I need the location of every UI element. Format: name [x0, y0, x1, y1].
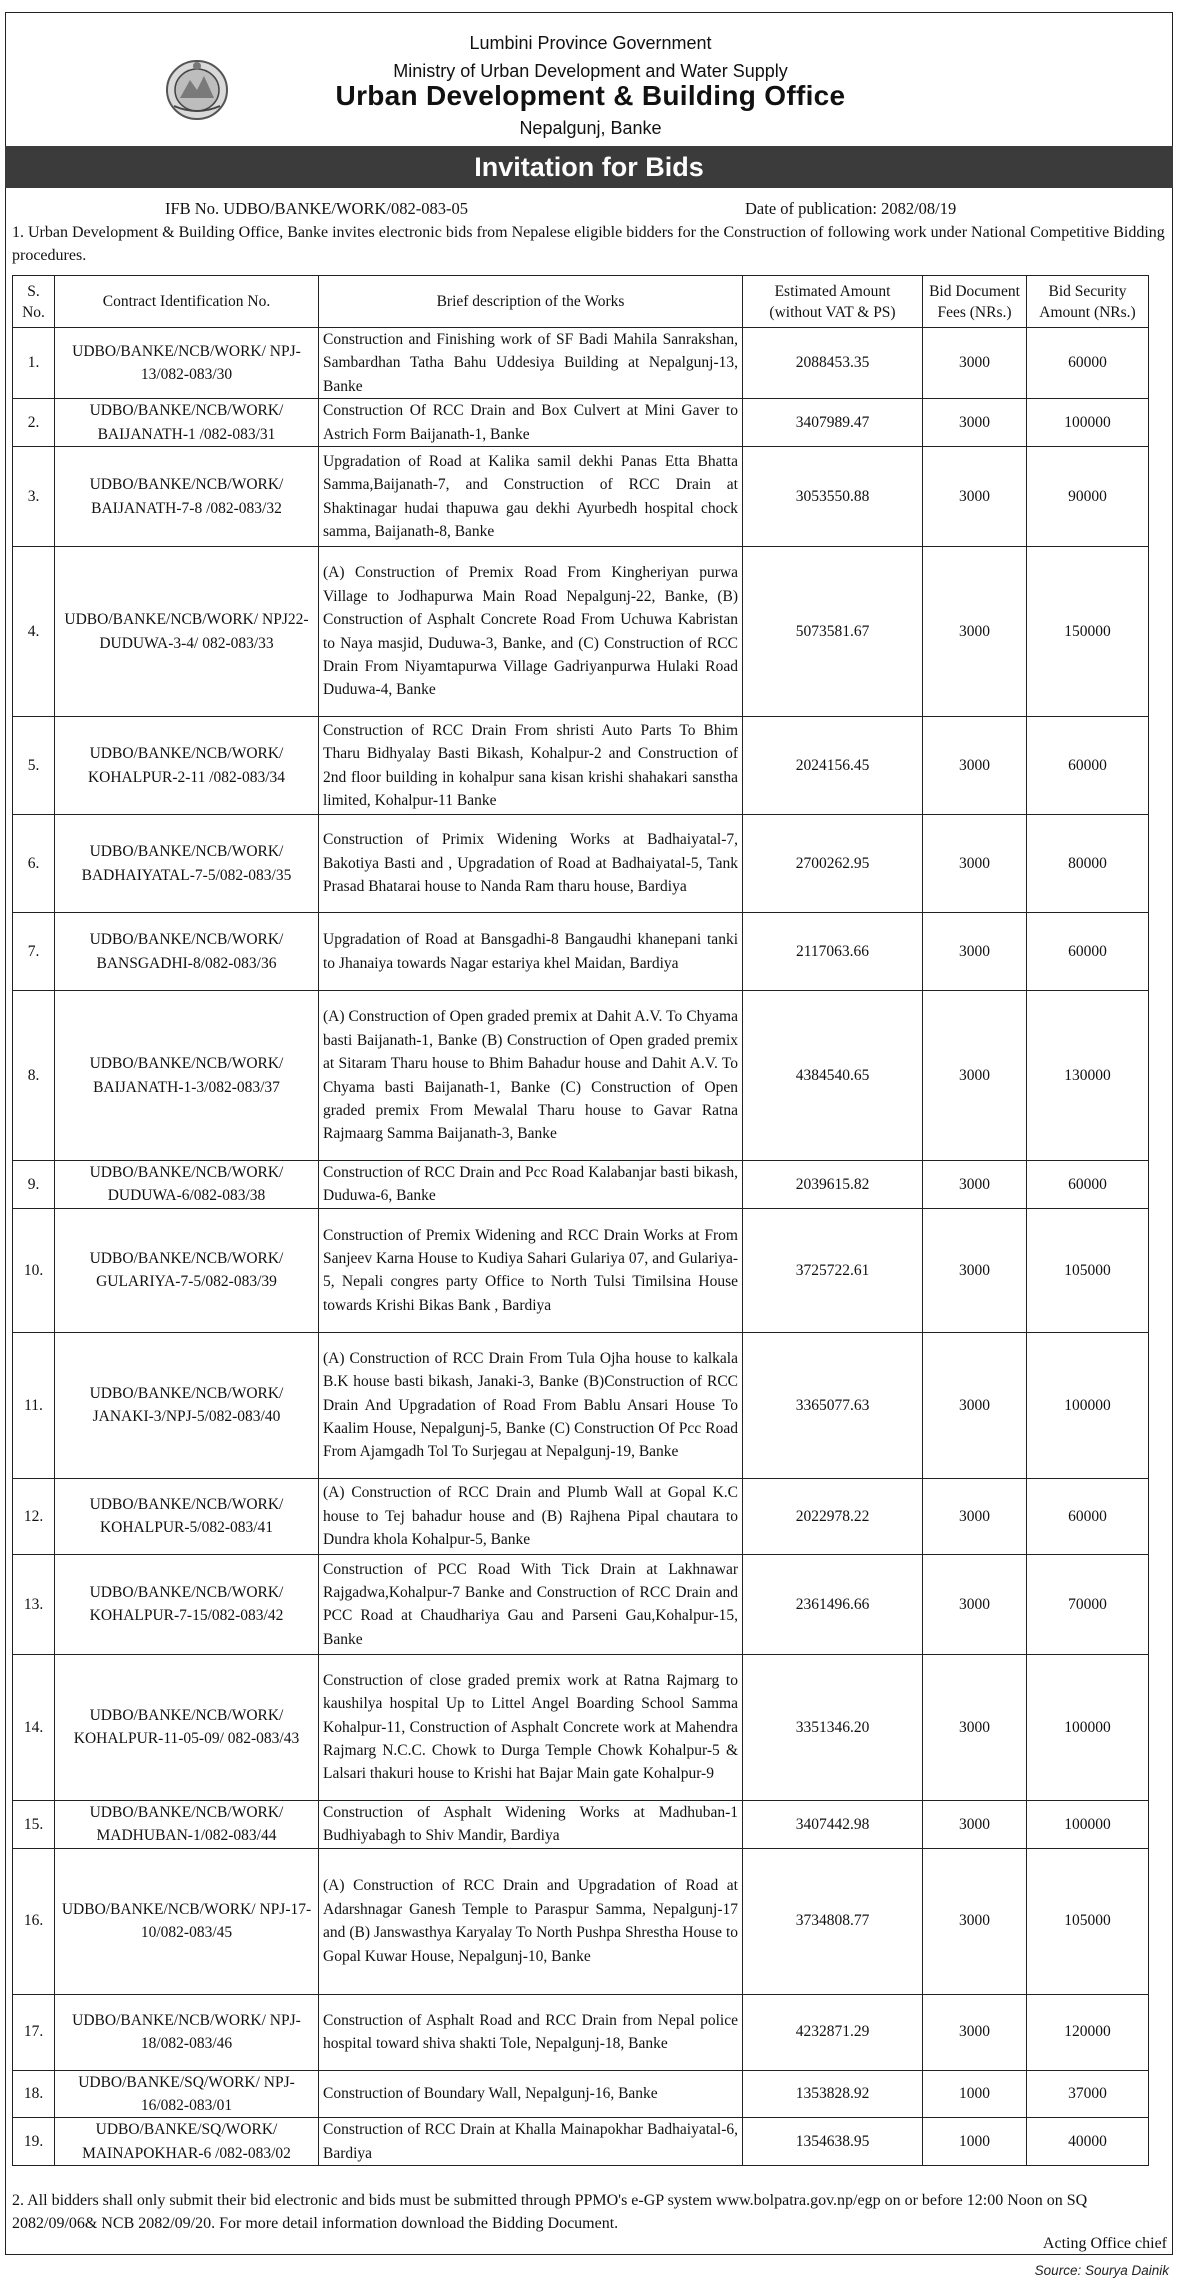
cell-sn: 3. — [13, 447, 55, 547]
cell-description: (A) Construction of Premix Road From Kingheriyan purwa Village to Jodhapurwa Main Road Nepalgunj-22, Banke, (B) Construction of Asphalt Concrete Road From Uchuwa Kabristan to Naya masjid, Duduwa-3, Banke, and (C) Construction of RCC Drain From Niyamtapurwa Village Gadriyanpurwa Hulaki Road Duduwa-4, Banke — [319, 547, 743, 717]
cell-fee: 3000 — [923, 1800, 1027, 1848]
cell-amount: 1353828.92 — [743, 2070, 923, 2118]
cell-description: Construction of Asphalt Road and RCC Drain from Nepal police hospital toward shiva shakti Tole, Nepalgunj-18, Banke — [319, 1994, 743, 2070]
table-row — [13, 815, 1149, 913]
cell-amount: 3725722.61 — [743, 1208, 923, 1332]
cell-contract-id: UDBO/BANKE/NCB/WORK/ KOHALPUR-7-15/082-083/42 — [55, 1554, 319, 1654]
table-row — [13, 399, 1149, 447]
cell-security: 100000 — [1027, 399, 1149, 447]
cell-description: Construction and Finishing work of SF Badi Mahila Sanrakshan, Sambardhan Tatha Bahu Uddesiya Building at Nepalgunj-13, Banke — [319, 328, 743, 399]
cell-contract-id: UDBO/BANKE/NCB/WORK/ BAIJANATH-7-8 /082-083/32 — [55, 447, 319, 547]
intro-paragraph: 1. Urban Development & Building Office, Banke invites electronic bids from Nepalese eligible bidders for the Construction of following work under National Competitive Bidding procedures. — [12, 224, 1165, 264]
cell-security: 60000 — [1027, 328, 1149, 399]
table-row — [13, 1478, 1149, 1554]
cell-description: Construction of RCC Drain From shristi Auto Parts To Bhim Tharu Bidhyalay Basti Bikash, Kohalpur-2 and Construction of 2nd floor building in kohalpur sana kisan krishi shahakari sanstha limited, Kohalpur-11 Banke — [319, 717, 743, 815]
cell-description: Construction of Asphalt Widening Works at Madhuban-1 Budhiyabagh to Shiv Mandir, Bardiya — [319, 1800, 743, 1848]
cell-fee: 3000 — [923, 1848, 1027, 1994]
cell-security: 100000 — [1027, 1654, 1149, 1800]
cell-description: Construction of Boundary Wall, Nepalgunj-16, Banke — [319, 2070, 743, 2118]
table-header-row — [13, 276, 1149, 328]
cell-fee: 3000 — [923, 547, 1027, 717]
cell-description: Upgradation of Road at Kalika samil dekhi Panas Etta Bhatta Samma,Baijanath-7, and Construction of RCC Drain at Shaktinagar hudai thapuwa gau dekhi Ayurbedh hospital chock samma, Baijanath-8, Banke — [319, 447, 743, 547]
cell-amount: 2039615.82 — [743, 1161, 923, 1209]
cell-contract-id: UDBO/BANKE/SQ/WORK/ MAINAPOKHAR-6 /082-083/02 — [55, 2118, 319, 2166]
cell-fee: 3000 — [923, 717, 1027, 815]
table-row — [13, 1554, 1149, 1654]
cell-contract-id: UDBO/BANKE/NCB/WORK/ DUDUWA-6/082-083/38 — [55, 1161, 319, 1209]
cell-description: Construction of RCC Drain at Khalla Mainapokhar Badhaiyatal-6, Bardiya — [319, 2118, 743, 2166]
cell-contract-id: UDBO/BANKE/NCB/WORK/ BAIJANATH-1 /082-083/31 — [55, 399, 319, 447]
table-row — [13, 1161, 1149, 1209]
cell-fee: 3000 — [923, 447, 1027, 547]
cell-sn: 16. — [13, 1848, 55, 1994]
cell-fee: 3000 — [923, 1994, 1027, 2070]
cell-description: (A) Construction of Open graded premix at Dahit A.V. To Chyama basti Baijanath-1, Banke (B) Construction of Open graded premix at Sitaram Tharu house to Bhim Bahadur house and Dahit A.V. To Chyama basti Baijanath-1, Banke (C) Construction of Open graded premix From Mewalal Tharu house to Gavar Ratna Rajmaarg Samma Baijanath-3, Banke — [319, 991, 743, 1161]
cell-sn: 17. — [13, 1994, 55, 2070]
cell-security: 100000 — [1027, 1332, 1149, 1478]
cell-fee: 3000 — [923, 991, 1027, 1161]
cell-contract-id: UDBO/BANKE/NCB/WORK/ KOHALPUR-5/082-083/41 — [55, 1478, 319, 1554]
cell-sn: 8. — [13, 991, 55, 1161]
cell-description: Construction Of RCC Drain and Box Culvert at Mini Gaver to Astrich Form Baijanath-1, Banke — [319, 399, 743, 447]
cell-description: Construction of Premix Widening and RCC Drain Works at From Sanjeev Karna House to Kudiya Sahari Gulariya 07, and Gulariya-5, Nepali congres party Office to North Tulsi Timilsina House towards Krishi Bikas Bank , Bardiya — [319, 1208, 743, 1332]
office-name: Urban Development & Building Office — [335, 80, 846, 111]
cell-amount: 2361496.66 — [743, 1554, 923, 1654]
cell-sn: 7. — [13, 913, 55, 991]
cell-contract-id: UDBO/BANKE/NCB/WORK/ KOHALPUR-11-05-09/ 082-083/43 — [55, 1654, 319, 1800]
col-header-security: Bid Security Amount (NRs.) — [1027, 276, 1149, 328]
cell-contract-id: UDBO/BANKE/NCB/WORK/ BADHAIYATAL-7-5/082-083/35 — [55, 815, 319, 913]
table-row — [13, 1994, 1149, 2070]
table-row — [13, 1800, 1149, 1848]
cell-security: 60000 — [1027, 717, 1149, 815]
cell-fee: 1000 — [923, 2118, 1027, 2166]
cell-sn: 14. — [13, 1654, 55, 1800]
table-row — [13, 913, 1149, 991]
cell-security: 105000 — [1027, 1208, 1149, 1332]
col-header-fee: Bid Document Fees (NRs.) — [923, 276, 1027, 328]
page-title: Invitation for Bids — [5, 146, 1173, 188]
cell-contract-id: UDBO/BANKE/NCB/WORK/ NPJ22-DUDUWA-3-4/ 082-083/33 — [55, 547, 319, 717]
cell-amount: 2117063.66 — [743, 913, 923, 991]
table-row — [13, 717, 1149, 815]
cell-sn: 4. — [13, 547, 55, 717]
cell-fee: 1000 — [923, 2070, 1027, 2118]
cell-sn: 6. — [13, 815, 55, 913]
cell-contract-id: UDBO/BANKE/NCB/WORK/ GULARIYA-7-5/082-083/39 — [55, 1208, 319, 1332]
table-row — [13, 447, 1149, 547]
cell-contract-id: UDBO/BANKE/NCB/WORK/ JANAKI-3/NPJ-5/082-083/40 — [55, 1332, 319, 1478]
cell-amount: 2088453.35 — [743, 328, 923, 399]
cell-description: Construction of Primix Widening Works at Badhaiyatal-7, Bakotiya Basti and , Upgradation of Road at Badhaiyatal-5, Tank Prasad Bhatarai house to Nanda Ram tharu house, Bardiya — [319, 815, 743, 913]
cell-amount: 2022978.22 — [743, 1478, 923, 1554]
cell-amount: 2024156.45 — [743, 717, 923, 815]
cell-amount: 3407442.98 — [743, 1800, 923, 1848]
cell-fee: 3000 — [923, 1332, 1027, 1478]
cell-sn: 15. — [13, 1800, 55, 1848]
cell-amount: 3351346.20 — [743, 1654, 923, 1800]
cell-description: Construction of RCC Drain and Pcc Road Kalabanjar basti bikash, Duduwa-6, Banke — [319, 1161, 743, 1209]
cell-contract-id: UDBO/BANKE/NCB/WORK/ NPJ-13/082-083/30 — [55, 328, 319, 399]
table-row — [13, 1654, 1149, 1800]
cell-contract-id: UDBO/BANKE/NCB/WORK/ BANSGADHI-8/082-083/36 — [55, 913, 319, 991]
cell-security: 105000 — [1027, 1848, 1149, 1994]
cell-sn: 2. — [13, 399, 55, 447]
government-name: Lumbini Province Government — [469, 33, 712, 53]
cell-description: Construction of PCC Road With Tick Drain at Lakhnawar Rajgadwa,Kohalpur-7 Banke and Construction of RCC Drain and PCC Road at Chaudhariya Gau and Parseni Gau,Kohalpur-15, Banke — [319, 1554, 743, 1654]
publication-date: Date of publication: 2082/08/19 — [745, 199, 957, 218]
cell-description: (A) Construction of RCC Drain and Plumb Wall at Gopal K.C house to Tej bahadur house and (B) Rajhena Pipal chautara to Dundra khola Kohalpur-5, Banke — [319, 1478, 743, 1554]
cell-security: 130000 — [1027, 991, 1149, 1161]
table-row — [13, 2070, 1149, 2118]
cell-amount: 3365077.63 — [743, 1332, 923, 1478]
cell-sn: 19. — [13, 2118, 55, 2166]
submission-paragraph: 2. All bidders shall only submit their bid electronic and bids must be submitted through PPMO's e-GP system www.bolpatra.gov.np/egp on or before 12:00 Noon on SQ 2082/09/06& NCB 2082/09/20. For more detail information download the Bidding Document. — [12, 2192, 1088, 2232]
ifb-number: IFB No. UDBO/BANKE/WORK/082-083-05 — [165, 199, 468, 218]
cell-fee: 3000 — [923, 1208, 1027, 1332]
cell-fee: 3000 — [923, 913, 1027, 991]
cell-amount: 3734808.77 — [743, 1848, 923, 1994]
cell-security: 60000 — [1027, 1161, 1149, 1209]
cell-security: 40000 — [1027, 2118, 1149, 2166]
cell-security: 100000 — [1027, 1800, 1149, 1848]
cell-security: 37000 — [1027, 2070, 1149, 2118]
cell-sn: 11. — [13, 1332, 55, 1478]
col-header-amount: Estimated Amount (without VAT & PS) — [743, 276, 923, 328]
ministry-name: Ministry of Urban Development and Water Supply — [393, 61, 788, 81]
cell-contract-id: UDBO/BANKE/SQ/WORK/ NPJ-16/082-083/01 — [55, 2070, 319, 2118]
cell-security: 60000 — [1027, 1478, 1149, 1554]
cell-sn: 13. — [13, 1554, 55, 1654]
cell-sn: 18. — [13, 2070, 55, 2118]
cell-sn: 12. — [13, 1478, 55, 1554]
cell-amount: 4384540.65 — [743, 991, 923, 1161]
cell-contract-id: UDBO/BANKE/NCB/WORK/ KOHALPUR-2-11 /082-083/34 — [55, 717, 319, 815]
table-row — [13, 2118, 1149, 2166]
source-credit: Source: Sourya Dainik — [1034, 2263, 1169, 2278]
cell-fee: 3000 — [923, 328, 1027, 399]
col-header-description: Brief description of the Works — [319, 276, 743, 328]
cell-fee: 3000 — [923, 1161, 1027, 1209]
cell-sn: 1. — [13, 328, 55, 399]
table-row — [13, 547, 1149, 717]
cell-security: 120000 — [1027, 1994, 1149, 2070]
cell-security: 60000 — [1027, 913, 1149, 991]
table-row — [13, 1332, 1149, 1478]
cell-fee: 3000 — [923, 1654, 1027, 1800]
cell-fee: 3000 — [923, 1478, 1027, 1554]
cell-fee: 3000 — [923, 1554, 1027, 1654]
table-row — [13, 328, 1149, 399]
cell-amount: 5073581.67 — [743, 547, 923, 717]
office-location: Nepalgunj, Banke — [519, 118, 662, 138]
table-row — [13, 1208, 1149, 1332]
cell-description: (A) Construction of RCC Drain and Upgradation of Road at Adarshnagar Ganesh Temple to Paraspur Samma, Nepalgunj-17 and (B) Janswasthya Karyalay To North Pushpa Shrestha House to Gopal Kuwar House, Nepalgunj-10, Banke — [319, 1848, 743, 1994]
cell-security: 80000 — [1027, 815, 1149, 913]
cell-amount: 4232871.29 — [743, 1994, 923, 2070]
cell-sn: 10. — [13, 1208, 55, 1332]
cell-sn: 9. — [13, 1161, 55, 1209]
cell-description: (A) Construction of RCC Drain From Tula Ojha house to kalkala B.K house basti bikash, Janaki-3, Banke (B)Construction of RCC Drain And Upgradation of Road From Bablu Ansari House To Kaalim House, Nepalgunj-5, Banke (C) Construction Of Pcc Road From Ajamgadh Tol To Surjegau at Nepalgunj-19, Banke — [319, 1332, 743, 1478]
cell-amount: 1354638.95 — [743, 2118, 923, 2166]
cell-contract-id: UDBO/BANKE/NCB/WORK/ NPJ-18/082-083/46 — [55, 1994, 319, 2070]
table-row — [13, 991, 1149, 1161]
cell-description: Construction of close graded premix work at Ratna Rajmarg to kaushilya hospital Up to Littel Angel Boarding School Samma Kohalpur-11, Construction of Asphalt Concrete work at Mahendra Rajmarg N.C.C. Chowk to Durga Temple Chowk Kohalpur-5 & Lalsari thakuri house to Krishi hat Bajar Main gate Kohalpur-9 — [319, 1654, 743, 1800]
cell-description: Upgradation of Road at Bansgadhi-8 Bangaudhi khanepani tanki to Jhanaiya towards Nagar estariya khel Maidan, Bardiya — [319, 913, 743, 991]
table-row — [13, 1848, 1149, 1994]
cell-amount: 3053550.88 — [743, 447, 923, 547]
col-header-sn: S. No. — [13, 276, 55, 328]
cell-sn: 5. — [13, 717, 55, 815]
col-header-contract: Contract Identification No. — [55, 276, 319, 328]
cell-security: 70000 — [1027, 1554, 1149, 1654]
cell-amount: 2700262.95 — [743, 815, 923, 913]
cell-security: 150000 — [1027, 547, 1149, 717]
cell-fee: 3000 — [923, 815, 1027, 913]
bids-table — [12, 275, 1149, 2166]
cell-security: 90000 — [1027, 447, 1149, 547]
cell-contract-id: UDBO/BANKE/NCB/WORK/ BAIJANATH-1-3/082-083/37 — [55, 991, 319, 1161]
signature-title: Acting Office chief — [1042, 2235, 1167, 2252]
cell-contract-id: UDBO/BANKE/NCB/WORK/ NPJ-17-10/082-083/45 — [55, 1848, 319, 1994]
cell-amount: 3407989.47 — [743, 399, 923, 447]
cell-contract-id: UDBO/BANKE/NCB/WORK/ MADHUBAN-1/082-083/44 — [55, 1800, 319, 1848]
cell-fee: 3000 — [923, 399, 1027, 447]
